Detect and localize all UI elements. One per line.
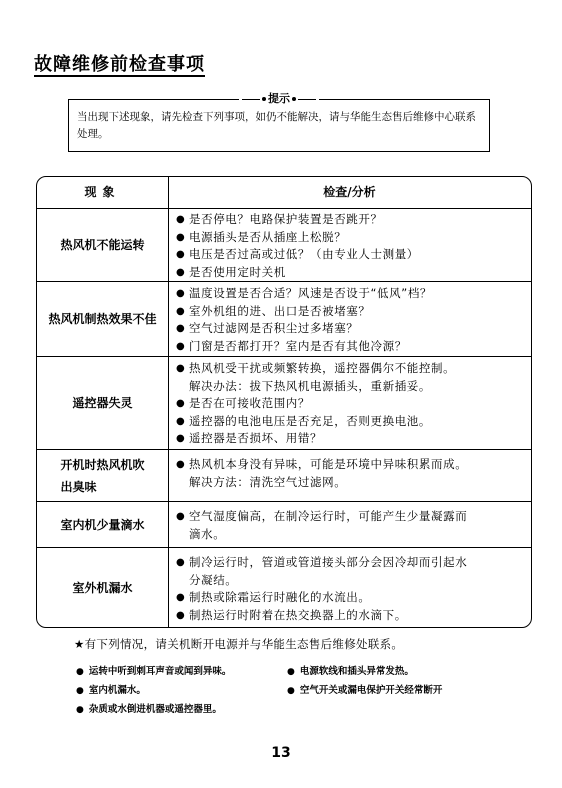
bullet-icon: ● (176, 231, 186, 243)
row-symptom: 室内机少量滴水 (60, 517, 145, 532)
table-row (37, 208, 531, 282)
check-item: ● 是否在可接收范围内？ (175, 395, 525, 413)
page-title: 故障维修前检查事项 (34, 54, 205, 75)
bullet-icon: ● (176, 340, 186, 352)
warning-note: ★有下列情况，请关机断开电源并与华能生态售后维修处联系。 (74, 637, 404, 651)
row-checks (175, 360, 525, 448)
table-row (37, 282, 531, 357)
row-symptom: 遥控器失灵 (72, 396, 133, 410)
check-item-continuation: 解决方法：清洗空气过滤网。 (189, 474, 347, 489)
table-row (37, 450, 531, 502)
tip-label (239, 91, 319, 107)
bullet-icon: ● (176, 557, 186, 568)
row-checks (175, 508, 525, 543)
bullet-icon: ● (176, 305, 186, 317)
tip-box (68, 92, 490, 152)
bullet-icon: ● (176, 459, 186, 470)
bullet-icon: ● (176, 398, 186, 410)
row-checks (175, 456, 525, 491)
row-symptom: 室外机漏水 (72, 581, 133, 595)
bullet-icon: ● (176, 288, 186, 299)
tip-divider-right (298, 99, 316, 100)
check-item: ● 制热或除霜运行时融化的水流出。 (175, 589, 525, 607)
check-item: ● 空气过滤网是否积尘过多堵塞？ (175, 320, 525, 338)
bullet-icon: ● (176, 433, 186, 445)
check-item: ● 空气湿度偏高，在制冷运行时，可能产生少量凝露而 (175, 508, 525, 526)
bullet-icon: ● (176, 266, 186, 278)
bullet-icon: ● (176, 323, 186, 335)
check-item: ● 制热运行时附着在热交换器上的水滴下。 (175, 607, 525, 625)
check-item: ● 制冷运行时，管道或管道接头部分会因冷却而引起水 (175, 554, 525, 572)
row-checks (175, 211, 525, 281)
table-row (37, 548, 531, 628)
bullet-icon: ● (176, 609, 186, 621)
check-item: ● 门窗是否都打开？室内是否有其他冷源？ (175, 338, 525, 356)
row-checks (175, 285, 525, 355)
case-item: ● 电源软线和插头异常发热。 (287, 666, 414, 677)
check-item: ● 遥控器的电池电压是否充足，否则更换电池。 (175, 413, 525, 431)
bullet-icon: ● (176, 415, 186, 427)
check-item-continuation: 解决办法：拔下热风机电源插头，重新插妥。 (189, 378, 431, 393)
check-item: ● 热风机本身没有异味，可能是环境中异味积累而成。 (175, 456, 525, 474)
check-item: ● 室外机组的进、出口是否被堵塞？ (175, 303, 525, 321)
bullet-icon: ● (176, 249, 186, 261)
check-item: ● 遥控器是否损坏、用错？ (175, 430, 525, 448)
row-symptom: 热风机不能运转 (60, 237, 145, 252)
check-item: ● 电源插头是否从插座上松脱？ (175, 229, 525, 247)
check-item: ● 是否使用定时关机 (175, 264, 525, 282)
header-symptom: 现象 (84, 185, 121, 199)
tip-label-text: 提示 (268, 92, 290, 105)
check-item-continuation: 滴水。 (189, 526, 226, 541)
bullet-icon: ● (76, 667, 84, 677)
table-row (37, 502, 531, 548)
case-item: ● 运转中听到刺耳声音或闻到异味。 (76, 666, 232, 677)
bullet-icon: ● (76, 686, 84, 696)
page-number: 13 (271, 745, 291, 761)
tip-divider-left (242, 99, 260, 100)
check-item: ● 是否停电？电路保护装置是否跳开？ (175, 211, 525, 229)
check-item: ● 温度设置是否合适？风速是否设于“低风”档？ (175, 285, 525, 303)
check-item: ● 热风机受干扰或频繁转换，遥控器偶尔不能控制。 (175, 360, 525, 378)
case-item: ● 杂质或水倒进机器或遥控器里。 (76, 704, 222, 715)
bullet-icon: ● (176, 511, 186, 522)
bullet-icon: ● (76, 705, 84, 715)
bullet-icon: ● (176, 214, 186, 225)
bullet-icon: ● (287, 667, 295, 677)
row-checks (175, 554, 525, 624)
check-item: ● 电压是否过高或过低？（由专业人士测量） (175, 246, 525, 264)
table-header (37, 177, 531, 209)
check-item-continuation: 分凝结。 (189, 572, 238, 587)
table-row (37, 357, 531, 450)
header-check: 检查/分析 (323, 185, 376, 199)
tip-text: 当出现下述现象，请先检查下列事项，如仍不能解决，请与华能生态售后维修中心联系处理。 (77, 111, 476, 140)
bullet-icon: ● (176, 592, 186, 604)
case-item: ● 空气开关或漏电保护开关经常断开 (287, 685, 443, 696)
case-item: ● 室内机漏水。 (76, 685, 146, 696)
bullet-icon: ● (176, 363, 186, 374)
dot-icon (262, 97, 266, 101)
bullet-icon: ● (287, 686, 295, 696)
row-symptom: 开机时热风机吹 出臭味 (60, 457, 145, 494)
row-symptom: 热风机制热效果不佳 (48, 312, 157, 326)
troubleshooting-table (36, 176, 532, 628)
dot-icon (292, 97, 296, 101)
